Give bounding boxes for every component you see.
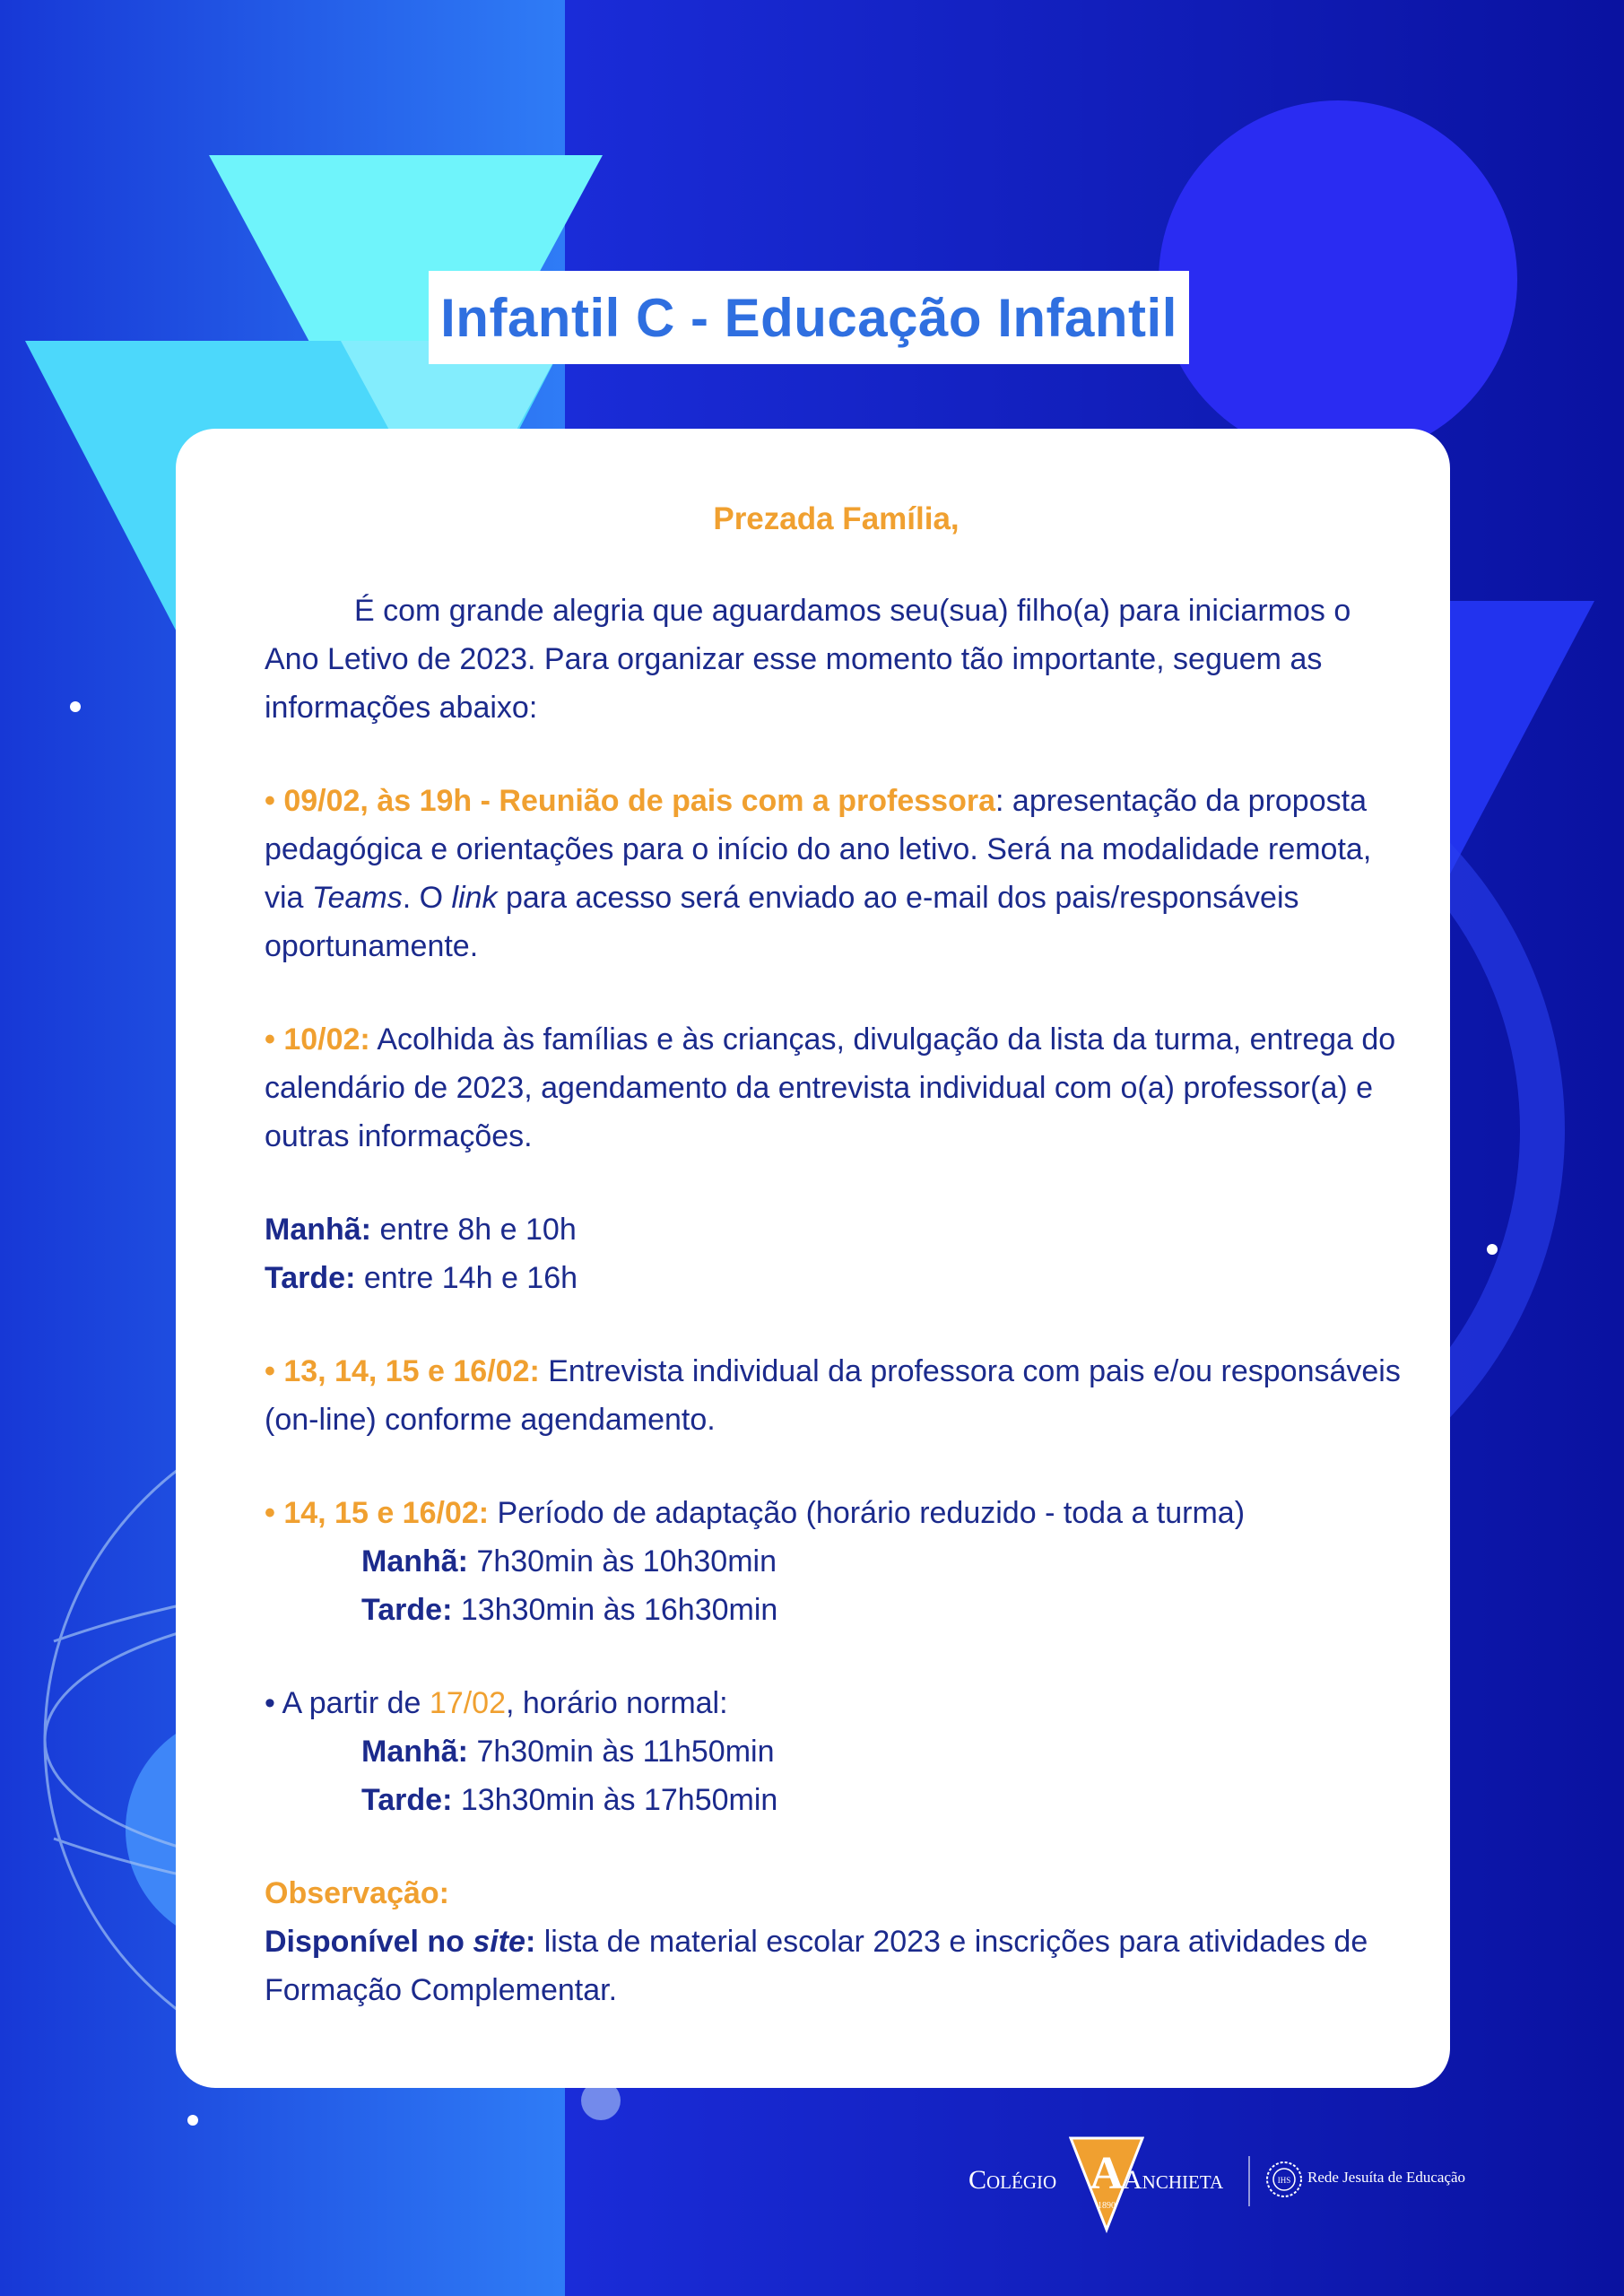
network-name: Rede Jesuíta de Educação [1307, 2169, 1466, 2186]
page-title: Infantil C - Educação Infantil [440, 287, 1177, 348]
observation-label: Observação: [265, 1876, 449, 1910]
dot-decoration [70, 701, 81, 712]
school-name-right: Anchieta [1123, 2165, 1224, 2195]
welcome-morning: Manhã: entre 8h e 10h [265, 1213, 577, 1247]
interview-heading: • 13, 14, 15 e 16/02: [265, 1354, 540, 1388]
normal-date: 17/02 [429, 1686, 506, 1720]
footer-divider [1248, 2156, 1250, 2206]
adaptation-afternoon: Tarde: 13h30min às 16h30min [361, 1593, 778, 1627]
rede-jesuita-emblem-icon [1264, 2160, 1304, 2199]
school-name-left: Colégio [968, 2165, 1057, 2195]
footer-logos [968, 2135, 1489, 2233]
welcome-afternoon: Tarde: entre 14h e 16h [265, 1261, 578, 1295]
emblem-text: IHS [1277, 2176, 1291, 2185]
adaptation-item: • 14, 15 e 16/02: Período de adaptação (horário reduzido - toda a turma) [265, 1496, 1246, 1530]
top-right-circle [1159, 100, 1517, 459]
welcome-heading: • 10/02: [265, 1022, 370, 1057]
normal-morning: Manhã: 7h30min às 11h50min [361, 1735, 775, 1769]
dot-decoration [187, 2115, 198, 2126]
greeting: Prezada Família, [713, 501, 960, 536]
logo-year: 1890 [1098, 2201, 1116, 2211]
meeting-heading: • 09/02, às 19h - Reunião de pais com a professora [265, 784, 996, 818]
adaptation-morning: Manhã: 7h30min às 10h30min [361, 1544, 777, 1578]
interview-item: • 13, 14, 15 e 16/02: Entrevista individual da professora com pais e/ou responsáveis (on-line) conforme agendamento. [265, 1354, 1401, 1437]
welcome-item: • 10/02: Acolhida às famílias e às crianças, divulgação da lista da turma, entrega do calendário de 2023, agendamento da entrevista individual com o(a) professor(a) e outras informações. [265, 1022, 1396, 1153]
meeting-item: • 09/02, às 19h - Reunião de pais com a professora: apresentação da proposta pedagógica e orientações para o início do ano letivo. Será na modalidade remota, via Teams. O link para acesso será enviado ao e-mail dos pais/responsáveis oportunamente. [265, 784, 1372, 963]
adaptation-heading: • 14, 15 e 16/02: [265, 1496, 490, 1530]
dot-decoration [1487, 1244, 1498, 1255]
letter-content [265, 495, 1408, 2014]
normal-schedule-item: • A partir de 17/02, horário normal: [265, 1686, 728, 1720]
logo-letter: A [1090, 2148, 1124, 2199]
intro-paragraph: É com grande alegria que aguardamos seu(sua) filho(a) para iniciarmos o Ano Letivo de 2023. Para organizar esse momento tão importante, seguem as informações abaixo: [265, 594, 1351, 725]
title-banner [429, 271, 1189, 364]
normal-afternoon: Tarde: 13h30min às 17h50min [361, 1783, 778, 1817]
observation-text: Disponível no site: lista de material escolar 2023 e inscrições para atividades de Formação Complementar. [265, 1925, 1368, 2007]
